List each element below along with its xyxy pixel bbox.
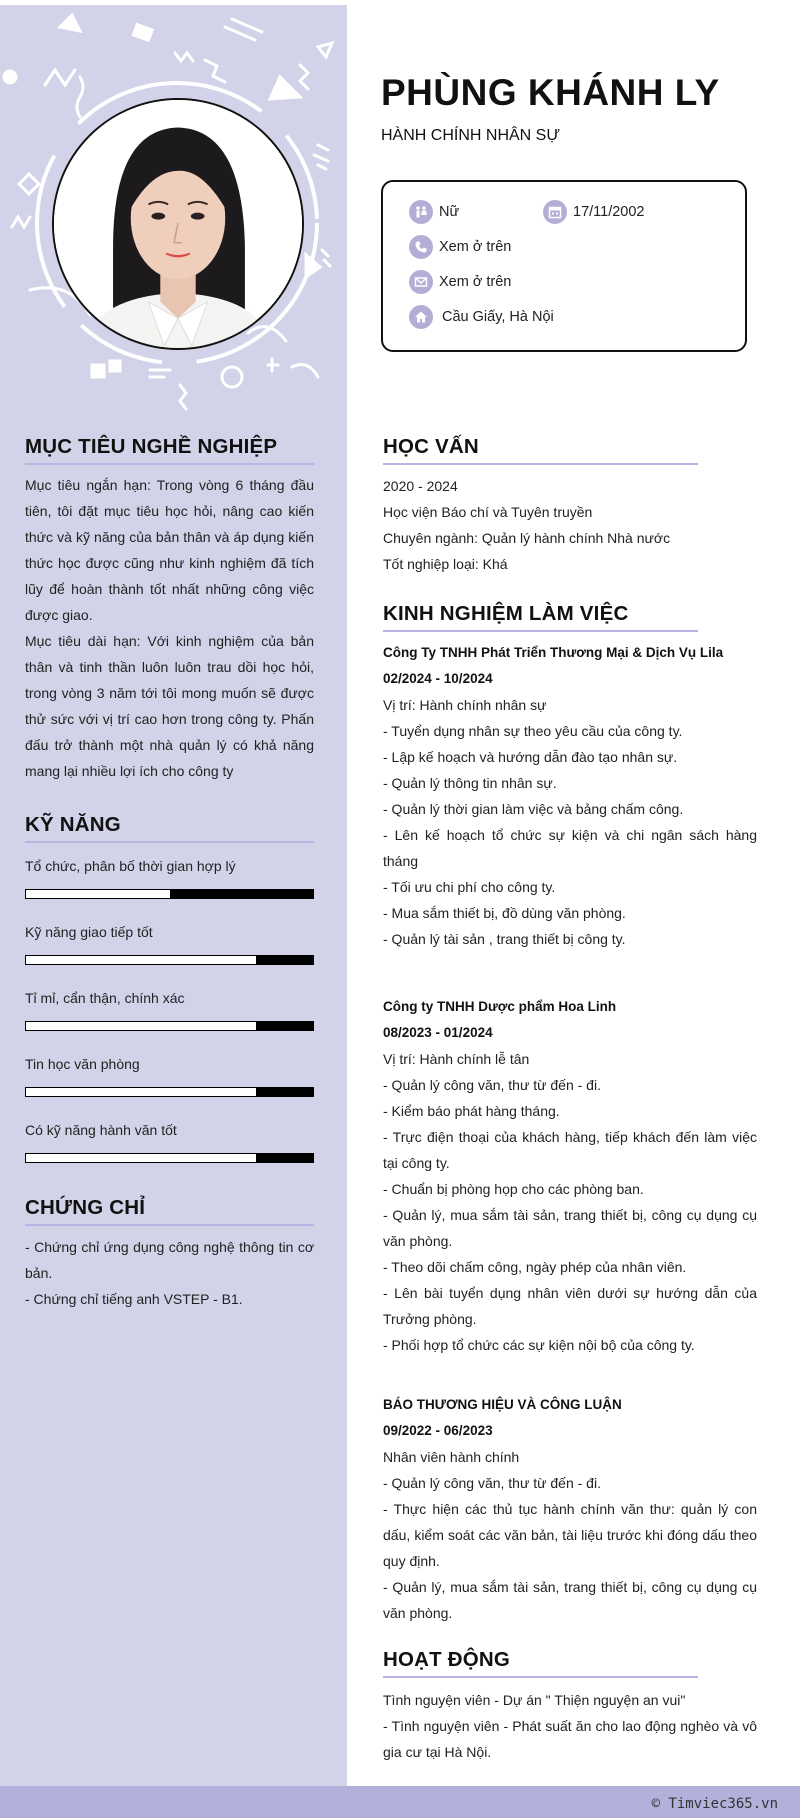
job-position: Vị trí: Hành chính nhân sự [383, 697, 547, 713]
experience-divider [383, 630, 698, 632]
calendar-icon [543, 200, 567, 224]
job-duty: - Kiểm báo phát hàng tháng. [383, 1103, 560, 1119]
activities-divider [383, 1676, 698, 1678]
skill-label: Tin học văn phòng [25, 1056, 140, 1072]
job-duty: - Lên kế hoạch tổ chức sự kiện và chi ngân sách hàng tháng [383, 827, 757, 869]
address-value: Cầu Giấy, Hà Nội [442, 309, 554, 325]
activities-title: HOẠT ĐỘNG [383, 1648, 511, 1671]
email-row [409, 270, 511, 294]
experience-title: KINH NGHIỆM LÀM VIỆC [383, 602, 629, 625]
skill-bar [25, 1087, 314, 1097]
address-row [409, 305, 554, 329]
job-duty: - Phối hợp tổ chức các sự kiện nội bộ của công ty. [383, 1337, 695, 1353]
education-grade: Tốt nghiệp loại: Khá [383, 556, 508, 572]
skill-bar [25, 955, 314, 965]
objective-long-term: Mục tiêu dài hạn: Với kinh nghiệm của bản thân và tinh thần luôn luôn trau dồi học hỏi, trong vòng 3 năm tới tôi mong muốn sẽ được thử sức với vị trí cao hơn trong công ty. Phấn đấu trở thành một nhà quản lý có khả năng mang lại nhiều lợi ích cho công ty [25, 633, 314, 779]
certificates-list [25, 1234, 314, 1312]
activity-item: Tình nguyện viên - Dự án " Thiện nguyện an vui" [383, 1692, 686, 1708]
job-block [383, 1392, 757, 1626]
objective-text [25, 472, 314, 784]
skill-label: Tỉ mỉ, cẩn thận, chính xác [25, 990, 185, 1006]
job-duty: - Tối ưu chi phí cho công ty. [383, 879, 556, 895]
job-duty: - Chuẩn bị phòng họp cho các phòng ban. [383, 1181, 644, 1197]
job-duty: - Quản lý, mua sắm tài sản, trang thiết bị, công cụ dụng cụ văn phòng. [383, 1579, 757, 1621]
certificate-item: - Chứng chỉ ứng dụng công nghệ thông tin cơ bản. [25, 1239, 314, 1281]
job-company: Công ty TNHH Dược phẩm Hoa Linh [383, 999, 617, 1014]
certificate-item: - Chứng chỉ tiếng anh VSTEP - B1. [25, 1291, 243, 1307]
objective-short-term: Mục tiêu ngắn hạn: Trong vòng 6 tháng đầu tiên, tôi đặt mục tiêu học hỏi, nâng cao kiến thức và kỹ năng của bản thân và áp dụng kiến thức học được cũng như kinh nghiệm đã tích lũy để hoàn thành tốt nhất những công việc được giao. [25, 477, 314, 623]
skill-bar-fill [26, 1154, 256, 1162]
job-period: 08/2023 - 01/2024 [383, 1025, 493, 1040]
job-duty: - Theo dõi chấm công, ngày phép của nhân viên. [383, 1259, 687, 1275]
job-company: Công Ty TNHH Phát Triển Thương Mại & Dịch Vụ Lila [383, 645, 724, 660]
skill-bar-fill [26, 956, 256, 964]
job-duty: - Quản lý, mua sắm tài sản, trang thiết bị, công cụ dụng cụ văn phòng. [383, 1207, 757, 1249]
gender-icon [409, 200, 433, 224]
birthday-value: 17/11/2002 [573, 204, 645, 220]
education-school: Học viện Báo chí và Tuyên truyền [383, 504, 593, 520]
footer-bar [0, 1786, 800, 1818]
job-position: Vị trí: Hành chính lễ tân [383, 1051, 530, 1067]
job-duty: - Quản lý công văn, thư từ đến - đi. [383, 1475, 601, 1491]
education-major: Chuyên ngành: Quản lý hành chính Nhà nước [383, 530, 671, 546]
job-title: HÀNH CHÍNH NHÂN SỰ [381, 127, 561, 144]
activity-item: - Tình nguyện viên - Phát suất ăn cho lao động nghèo và vô gia cư tại Hà Nội. [383, 1718, 757, 1760]
home-icon [409, 305, 433, 329]
job-duty: - Mua sắm thiết bị, đồ dùng văn phòng. [383, 905, 626, 921]
skills-title: KỸ NĂNG [25, 813, 121, 836]
phone-value: Xem ở trên [439, 239, 512, 255]
phone-icon [409, 235, 433, 259]
footer-copyright: © Timviec365.vn [651, 1796, 778, 1812]
education-title: HỌC VẤN [383, 435, 479, 458]
objective-title: MỤC TIÊU NGHỀ NGHIỆP [25, 435, 278, 458]
job-duty: - Lập kế hoạch và hướng dẫn đào tạo nhân sự. [383, 749, 678, 765]
certificates-divider [25, 1224, 314, 1226]
skill-bar [25, 1153, 314, 1163]
skill-bar [25, 1021, 314, 1031]
skills-divider [25, 841, 314, 843]
skill-bar-fill [26, 1022, 256, 1030]
contact-info-box [381, 180, 747, 352]
birthday-row [543, 200, 645, 224]
certificates-title: CHỨNG CHỈ [25, 1196, 146, 1219]
job-duty: - Quản lý tài sản , trang thiết bị công ty. [383, 931, 626, 947]
skill-label: Tổ chức, phân bố thời gian hợp lý [25, 858, 236, 874]
job-block [383, 994, 757, 1358]
job-period: 09/2022 - 06/2023 [383, 1423, 493, 1438]
job-duty: - Lên bài tuyển dụng nhân viên dưới sự hướng dẫn của Trưởng phòng. [383, 1285, 757, 1327]
left-sidebar [0, 5, 347, 1795]
education-divider [383, 463, 698, 465]
skill-bar-fill [26, 1088, 256, 1096]
education-period: 2020 - 2024 [383, 478, 458, 494]
skill-bar [25, 889, 314, 899]
gender-row [409, 200, 459, 224]
mail-icon [409, 270, 433, 294]
skill-label: Kỹ năng giao tiếp tốt [25, 924, 153, 940]
job-position: Nhân viên hành chính [383, 1449, 520, 1465]
job-duty: - Tuyển dụng nhân sự theo yêu cầu của công ty. [383, 723, 683, 739]
profile-photo [52, 98, 304, 350]
education-block [383, 473, 757, 577]
job-duty: - Quản lý thông tin nhân sự. [383, 775, 557, 791]
gender-value: Nữ [439, 204, 460, 220]
candidate-name: PHÙNG KHÁNH LY [381, 72, 720, 113]
phone-row [409, 235, 511, 259]
job-duty: - Quản lý thời gian làm việc và bảng chấm công. [383, 801, 684, 817]
skill-bar-fill [26, 890, 170, 898]
email-value: Xem ở trên [439, 274, 512, 290]
job-company: BÁO THƯƠNG HIỆU VÀ CÔNG LUẬN [383, 1397, 622, 1412]
job-duty: - Quản lý công văn, thư từ đến - đi. [383, 1077, 601, 1093]
objective-divider [25, 463, 314, 465]
activities-block [383, 1687, 757, 1765]
skill-label: Có kỹ năng hành văn tốt [25, 1122, 177, 1138]
job-duty: - Thực hiện các thủ tục hành chính văn thư: quản lý con dấu, kiểm soát các văn bản, tài liệu trước khi đóng dấu theo quy định. [383, 1501, 757, 1569]
job-period: 02/2024 - 10/2024 [383, 671, 493, 686]
job-block [383, 640, 757, 952]
job-duty: - Trực điện thoại của khách hàng, tiếp khách đến làm việc tại công ty. [383, 1129, 757, 1171]
